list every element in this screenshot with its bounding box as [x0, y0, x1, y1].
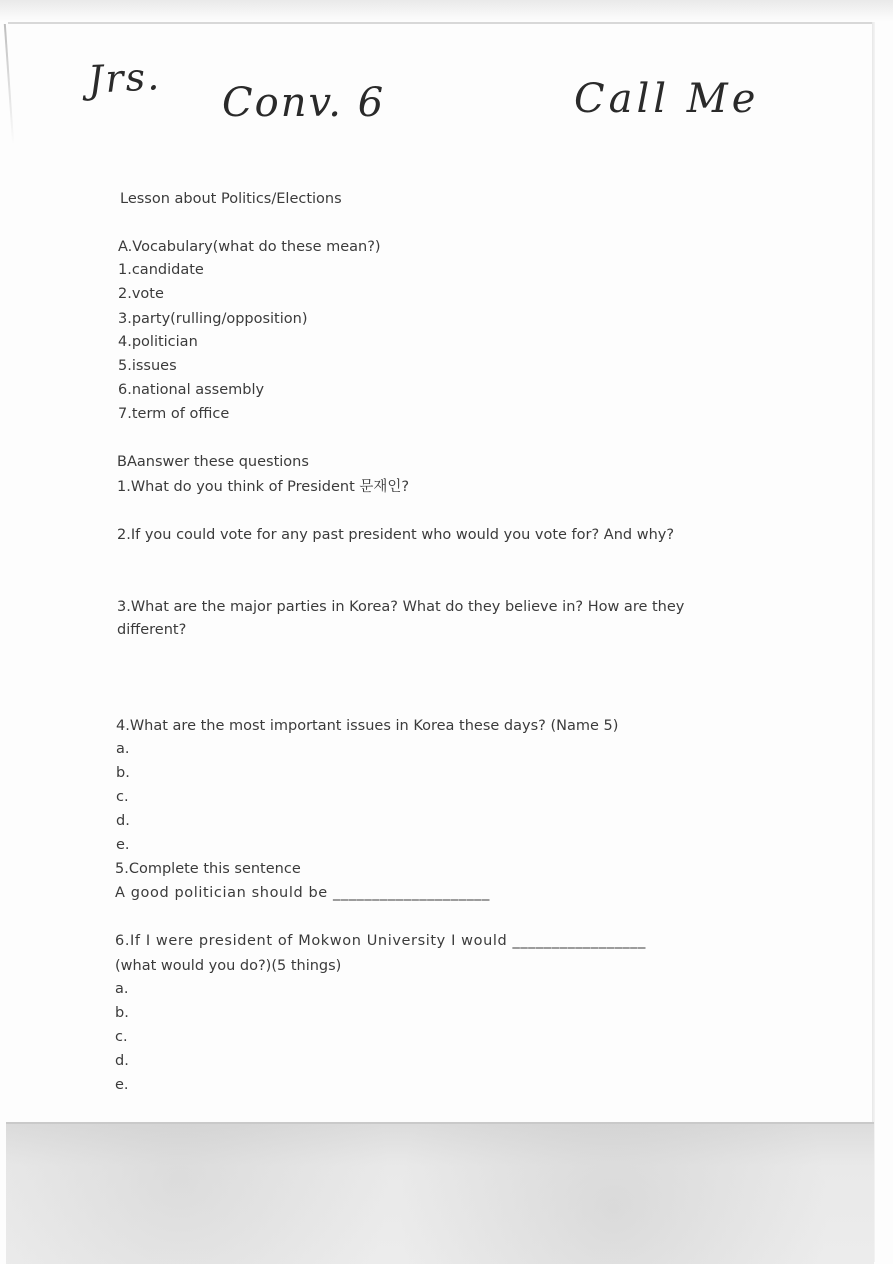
scan-top-shadow	[0, 0, 893, 22]
scan-right-edge	[872, 22, 875, 1262]
answer-option: e.	[116, 837, 130, 853]
scan-bottom-shadow	[6, 1124, 874, 1264]
vocab-item: 4.politician	[118, 334, 198, 350]
question-3-line-2: different?	[117, 622, 187, 638]
question-6-subprompt: (what would you do?)(5 things)	[115, 958, 342, 974]
question-1: 1.What do you think of President 문재인?	[117, 479, 410, 495]
question-5: 5.Complete this sentence	[115, 861, 301, 877]
question-4: 4.What are the most important issues in Korea these days? (Name 5)	[116, 718, 619, 734]
vocab-item: 7.term of office	[118, 406, 230, 422]
handwritten-section-note: Call Me	[574, 76, 760, 122]
question-5-prompt: A good politician should be ____________________	[115, 885, 491, 901]
answer-option: c.	[115, 1029, 128, 1045]
worksheet-title: Lesson about Politics/Elections	[120, 191, 342, 207]
answer-option: a.	[116, 741, 130, 757]
question-2: 2.If you could vote for any past president who would you vote for? And why?	[117, 527, 675, 543]
question-3-line-1: 3.What are the major parties in Korea? What do they believe in? How are they	[117, 599, 685, 615]
section-b-heading: BAanswer these questions	[117, 454, 309, 470]
handwritten-course-note: Conv. 6	[222, 80, 386, 126]
answer-option: b.	[116, 765, 130, 781]
vocab-item: 1.candidate	[118, 262, 204, 278]
answer-option: c.	[116, 789, 129, 805]
question-6: 6.If I were president of Mokwon University I would _________________	[115, 933, 646, 949]
scan-left-edge	[4, 24, 14, 144]
answer-option: a.	[115, 981, 129, 997]
answer-option: b.	[115, 1005, 129, 1021]
vocab-item: 3.party(rulling/opposition)	[118, 311, 308, 327]
answer-option: d.	[116, 813, 130, 829]
answer-option: e.	[115, 1077, 129, 1093]
vocab-item: 2.vote	[118, 286, 164, 302]
vocab-item: 5.issues	[118, 358, 177, 374]
vocab-item: 6.national assembly	[118, 382, 265, 398]
answer-option: d.	[115, 1053, 129, 1069]
scan-top-edge	[8, 22, 874, 24]
section-a-heading: A.Vocabulary(what do these mean?)	[118, 239, 381, 255]
handwritten-level-note: Jrs.	[86, 54, 163, 102]
